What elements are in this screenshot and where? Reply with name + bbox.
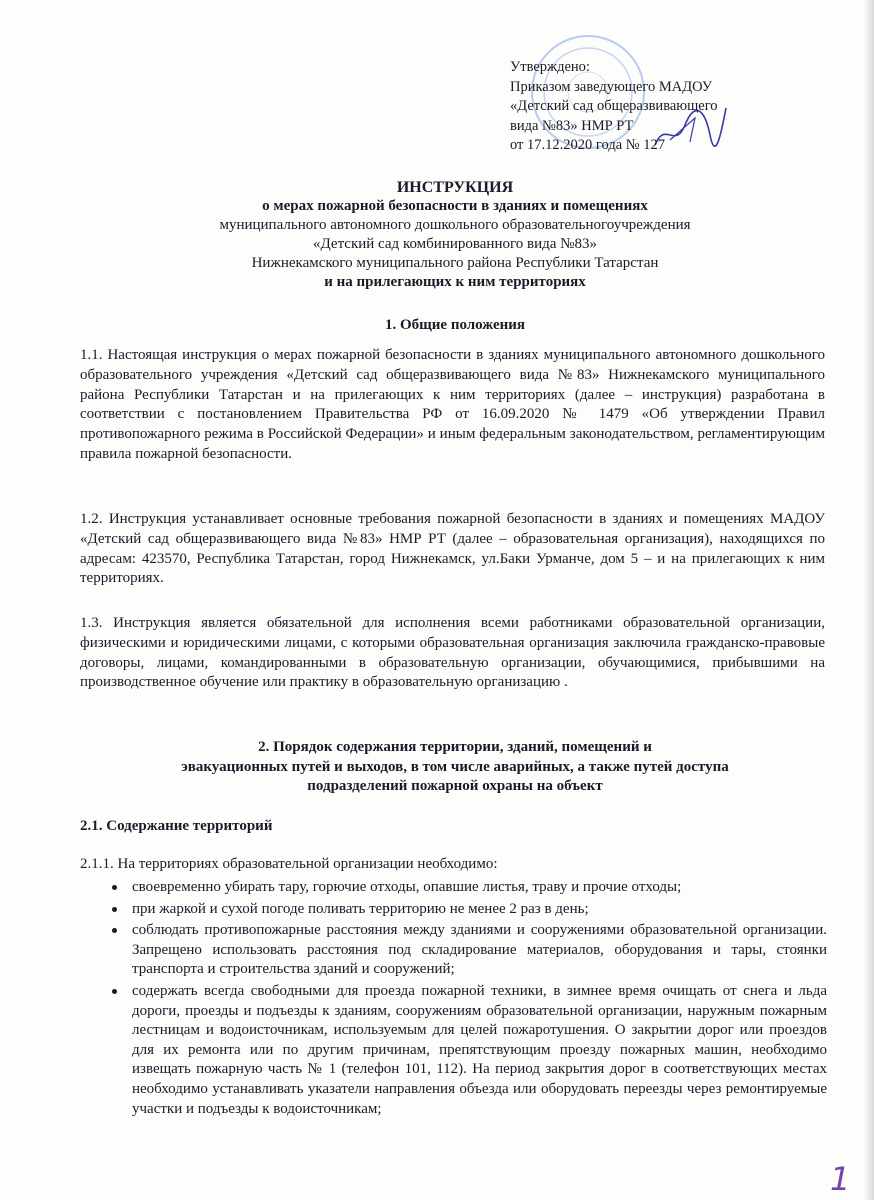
approval-block [510, 58, 810, 156]
page-number: 1 [830, 1160, 851, 1198]
list-item: при жаркой и сухой погоде поливать территорию не менее 2 раз в день; [112, 900, 827, 920]
approval-line: Утверждено: [510, 59, 590, 75]
list-item: содержать всегда свободными для проезда пожарной техники, в зимнее время очищать от снега и льда дороги, проезды и подъезды к зданиям, сооружениям образовательной организации, наружным пожарным лестницам и водоисточникам, используемым для целей пожаротушения. О закрытии дорог или проездов для их ремонта или по другим причинам, препятствующим проезду пожарных машин, необходимо извещать пожарную часть № 1 (телефон 101, 112). На период закрытия дорог в соответствующих местах необходимо устанавливать указатели направления объезда или оборудовать переезды через ремонтируемые участки и подъезды к водоисточникам; [112, 982, 827, 1119]
title-line: муниципального автономного дошкольного образовательногоучреждения [219, 217, 691, 233]
list-item: своевременно убирать тару, горючие отходы, опавшие листья, траву и прочие отходы; [112, 878, 827, 898]
approval-line: вида №83» НМР РТ [510, 117, 634, 134]
paragraph-1-1: 1.1. Настоящая инструкция о мерах пожарной безопасности в зданиях муниципального автономного дошкольного образовательного учреждения «Детский сад общеразвивающего вида №83» Нижнекамского муниципального района Республики Татарстан и на прилегающих к ним территориях (далее – инструкция) разработана в соответствии с постановлением Правительства РФ от 16.09.2020 № 1479 «Об утверждении Правил противопожарного режима в Российской Федерации» и иным федеральным законодательством, регламентирующим правила пожарной безопасности. [80, 347, 825, 462]
title-line: Нижнекамского муниципального района Республики Татарстан [251, 255, 659, 271]
section-2-heading-line: 2. Порядок содержания территории, зданий, помещений и [258, 739, 652, 755]
paragraph-1-2: 1.2. Инструкция устанавливает основные требования пожарной безопасности в зданиях и помещениях МАДОУ «Детский сад общеразвивающего вида №83» НМР РТ (далее – образовательная организация), находящихся по адресам: 423570, Республика Татарстан, город Нижнекамск, ул.Баки Урманче, дом 5 – и на прилегающих к ним территориях. [80, 511, 825, 587]
bullet-list [112, 878, 827, 1121]
title-line: и на прилегающих к ним территориях [324, 274, 586, 290]
section-1-heading: 1. Общие положения [384, 317, 526, 333]
subsection-2-1-heading: 2.1. Содержание территорий [80, 818, 273, 834]
paragraph-1-3: 1.3. Инструкция является обязательной для исполнения всеми работниками образовательной организации, физическими и юридическими лицами, с которыми образовательная организация заключила гражданско-правовые договоры, лицами, командированными в образовательную организации, обучающимися, прибывшими на производственное обучение или практику в образовательную организацию . [80, 615, 825, 691]
title-main: ИНСТРУКЦИЯ [396, 179, 514, 196]
approval-line: «Детский сад общеразвивающего [510, 98, 718, 114]
approval-line: Приказом заведующего МАДОУ [510, 78, 713, 95]
section-2-heading-line: эвакуационных путей и выходов, в том числе аварийных, а также путей доступа [181, 758, 729, 775]
title-line: о мерах пожарной безопасности в зданиях и помещениях [262, 198, 648, 214]
scan-edge-shadow [864, 0, 874, 1200]
approval-date-line: от 17.12.2020 года № 127 [510, 137, 665, 153]
list-item: соблюдать противопожарные расстояния между зданиями и сооружениями образовательной организации. Запрещено использовать расстояния под складирование материалов, оборудования и тары, стоянки транспорта и строительства зданий и сооружений; [112, 921, 827, 980]
paragraph-2-1-1: 2.1.1. На территориях образовательной организации необходимо: [80, 856, 498, 872]
section-2-heading-line: подразделений пожарной охраны на объект [307, 778, 603, 794]
title-line: «Детский сад комбинированного вида №83» [313, 236, 597, 252]
section-2-heading [60, 738, 850, 797]
document-title [60, 178, 850, 292]
